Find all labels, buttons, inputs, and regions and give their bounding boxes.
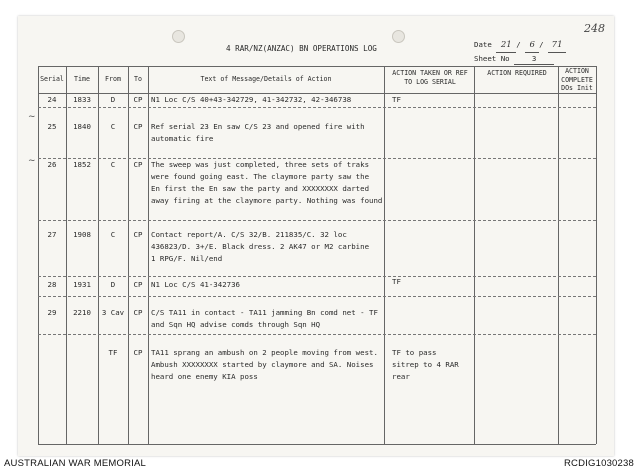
cell-time: 1852 xyxy=(73,160,91,169)
cell-from: D xyxy=(110,280,116,289)
sheet-value: 3 xyxy=(514,54,554,65)
cell-text: heard one enemy KIA poss xyxy=(151,372,258,381)
cell-text: Ref serial 23 En saw C/S 23 and opened fire with xyxy=(151,122,365,131)
cell-text: 436823/D. 3+/E. Black dress. 2 AK47 or M2 carbine xyxy=(151,242,370,251)
cell-serial: 25 xyxy=(47,122,57,131)
page-number: 248 xyxy=(584,22,605,35)
cell-text: were found going east. The claymore party saw the xyxy=(151,172,370,181)
sheet-line xyxy=(474,54,554,65)
cell-action: rear xyxy=(392,372,410,381)
cell-to: CP xyxy=(133,348,143,357)
cell-serial: 28 xyxy=(47,280,57,289)
cell-serial: 24 xyxy=(47,95,57,104)
cell-text: and Sqn HQ advise comds through Sqn HQ xyxy=(151,320,321,329)
page-title: 4 RAR/NZ(ANZAC) BN OPERATIONS LOG xyxy=(226,44,377,53)
cell-text: C/S TA11 in contact - TA11 jamming Bn comd net - TF xyxy=(151,308,378,317)
date-day: 21 xyxy=(496,40,516,53)
date-month: 6 xyxy=(525,40,539,53)
log-sheet xyxy=(18,16,614,456)
date-label: Date xyxy=(474,40,492,49)
cell-from: C xyxy=(110,230,116,239)
sheet-label: Sheet No xyxy=(474,54,510,63)
cell-text: Contact report/A. C/S 32/B. 211835/C. 32 loc xyxy=(151,230,347,239)
col-action-complete-header: ACTION COMPLETE DOs Init xyxy=(561,67,593,93)
col-action-required-header: ACTION REQUIRED xyxy=(487,69,547,77)
cell-text: 1 RPG/F. Nil/end xyxy=(151,254,223,263)
cell-text: automatic fire xyxy=(151,134,214,143)
cell-time: 1908 xyxy=(73,230,91,239)
cell-to: CP xyxy=(133,280,143,289)
cell-time: 1840 xyxy=(73,122,91,131)
cell-time: 1931 xyxy=(73,280,91,289)
cell-action: TF to pass xyxy=(392,348,437,357)
cell-text: The sweep was just completed, three sets of traks xyxy=(151,160,370,169)
cell-to: CP xyxy=(133,160,143,169)
punch-hole xyxy=(172,30,185,43)
cell-text: N1 Loc C/S 40+43-342729, 41-342732, 42-346738 xyxy=(151,95,352,104)
footer-record-id: RCDIG1030238 xyxy=(564,458,634,469)
cell-time: 2210 xyxy=(73,308,91,317)
col-text-header: Text of Message/Details of Action xyxy=(200,75,332,83)
cell-to: CP xyxy=(133,95,143,104)
cell-text: N1 Loc C/S 41-342736 xyxy=(151,280,240,289)
cell-serial: 26 xyxy=(47,160,57,169)
col-time-header: Time xyxy=(74,75,90,83)
cell-from: C xyxy=(110,122,116,131)
cell-from: C xyxy=(110,160,116,169)
footer-archive-name: AUSTRALIAN WAR MEMORIAL xyxy=(4,458,147,469)
cell-text: Ambush XXXXXXXX started by claymore and SA. Noises xyxy=(151,360,374,369)
log-table xyxy=(38,66,596,444)
col-to-header: To xyxy=(134,75,142,83)
cell-action: sitrep to 4 RAR xyxy=(392,360,459,369)
cell-to: CP xyxy=(133,308,143,317)
cell-to: CP xyxy=(133,122,143,131)
cell-to: CP xyxy=(133,230,143,239)
cell-text: TA11 sprang an ambush on 2 people moving from west. xyxy=(151,348,378,357)
punch-hole xyxy=(392,30,405,43)
cell-serial: 29 xyxy=(47,308,57,317)
cell-serial: 27 xyxy=(47,230,57,239)
margin-tick-mark: ~ xyxy=(28,156,36,166)
cell-text: En first the En saw the party and XXXXXXXX darted xyxy=(151,184,370,193)
cell-text: away firing at the claymore party. Nothing was found xyxy=(151,196,383,205)
margin-tick-mark: ~ xyxy=(28,112,36,122)
cell-from: 3 Cav xyxy=(101,308,125,317)
date-line: Date 21 / 6 / 71 xyxy=(474,40,566,53)
cell-action: TF xyxy=(392,277,401,286)
cell-action: TF xyxy=(392,95,401,104)
date-year: 71 xyxy=(548,40,566,53)
cell-from: D xyxy=(110,95,116,104)
cell-time: 1833 xyxy=(73,95,91,104)
col-action-taken-header: ACTION TAKEN OR REF TO LOG SERIAL xyxy=(392,69,468,86)
col-serial-header: Serial xyxy=(40,75,64,83)
col-from-header: From xyxy=(105,75,121,83)
cell-from: TF xyxy=(108,348,118,357)
